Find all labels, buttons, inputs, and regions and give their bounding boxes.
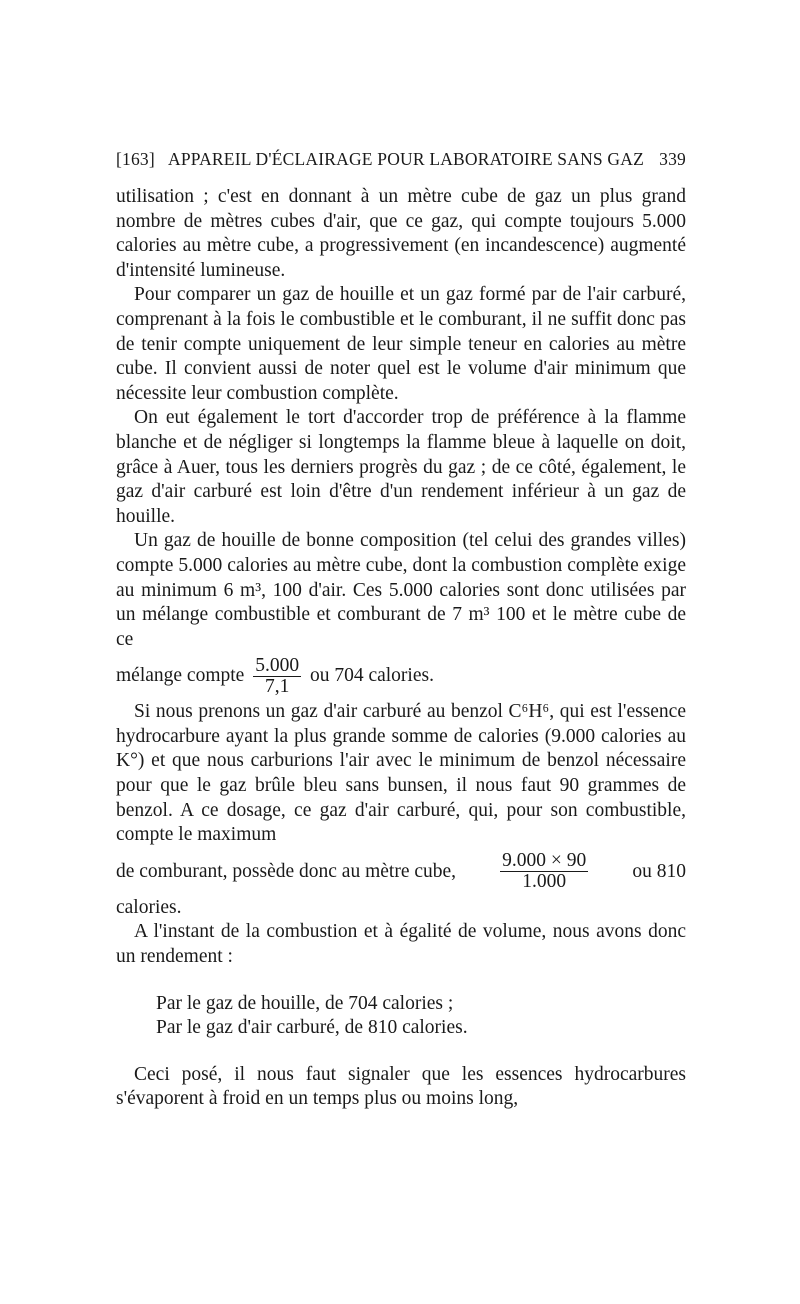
fraction-1-denominator: 7,1 [264,676,290,698]
page-number: 339 [659,149,686,169]
list-item: Par le gaz de houille, de 704 calories ; [156,992,454,1014]
running-title: APPAREIL D'ÉCLAIRAGE POUR LABORATOIRE SANS GAZ [168,149,644,169]
body-text [116,185,686,1112]
paragraph-7: Ceci posé, il nous faut signaler que les essences hydrocarbures s'évaporent à froid en un temps plus ou moins long, [116,1063,686,1110]
fraction-1-trail: ou 704 calories. [309,665,434,687]
paragraph-6: A l'instant de la combustion et à égalité de volume, nous avons donc un rendement : [116,921,686,968]
paragraph-3: On eut également le tort d'accorder trop de préférence à la flamme blanche et de négliger si longtemps la flamme bleue à laquelle on doit, grâce à Auer, tous les derniers progrès du gaz ; de ce côté, également, le gaz d'air carburé est loin d'être d'un rendement inférieur à un gaz de houille. [116,407,686,527]
fraction-1-lead: mélange compte [116,665,245,687]
fraction-2-tail: calories. [116,896,182,918]
fraction-line-1 [116,652,686,700]
fraction-2-trail: ou 810 [632,860,686,882]
fraction-1-numerator: 5.000 [255,655,300,677]
paragraph-5: Si nous prenons un gaz d'air carburé au benzol C⁶H⁶, qui est l'essence hydrocarbure ayant la plus grande somme de calories (9.000 calories au K°) et que nous carburions l'air avec le minimum de benzol nécessaire pour que le gaz brûle bleu sans bunsen, il nous faut 90 grammes de benzol. A ce dosage, ce gaz d'air carburé, qui, pour son combustible, compte le maximum [116,701,686,846]
fraction-line-2 [116,848,686,896]
list-item: Par le gaz d'air carburé, de 810 calories. [156,1017,468,1039]
section-number: [163] [116,149,155,169]
yield-list [156,992,686,1041]
paragraph-1: utilisation ; c'est en donnant à un mètre cube de gaz un plus grand nombre de mètres cubes d'air, que ce gaz, qui compte toujours 5.000 calories au mètre cube, a progressivement (en incandescence) augmenté d'intensité lumineuse. [116,186,686,281]
paragraph-2: Pour comparer un gaz de houille et un gaz formé par de l'air carburé, comprenant à la fois le combustible et le comburant, il ne suffit donc pas de tenir compte uniquement de leur simple teneur en calories au mètre cube. Il convient aussi de noter quel est le volume d'air minimum que nécessite leur combustion complète. [116,284,686,404]
paragraph-4: Un gaz de houille de bonne composition (tel celui des grandes villes) compte 5.000 calories au mètre cube, dont la combustion complète exige au minimum 6 m³, 100 d'air. Ces 5.000 calories sont donc utilisées par un mélange combustible et comburant de 7 m³ 100 et le mètre cube de ce [116,530,686,650]
fraction-2-denominator: 1.000 [522,871,567,893]
fraction-1 [253,656,301,697]
fraction-2-numerator: 9.000 × 90 [502,850,587,872]
fraction-2 [500,851,588,892]
fraction-2-lead: de comburant, possède donc au mètre cube, [116,860,457,882]
